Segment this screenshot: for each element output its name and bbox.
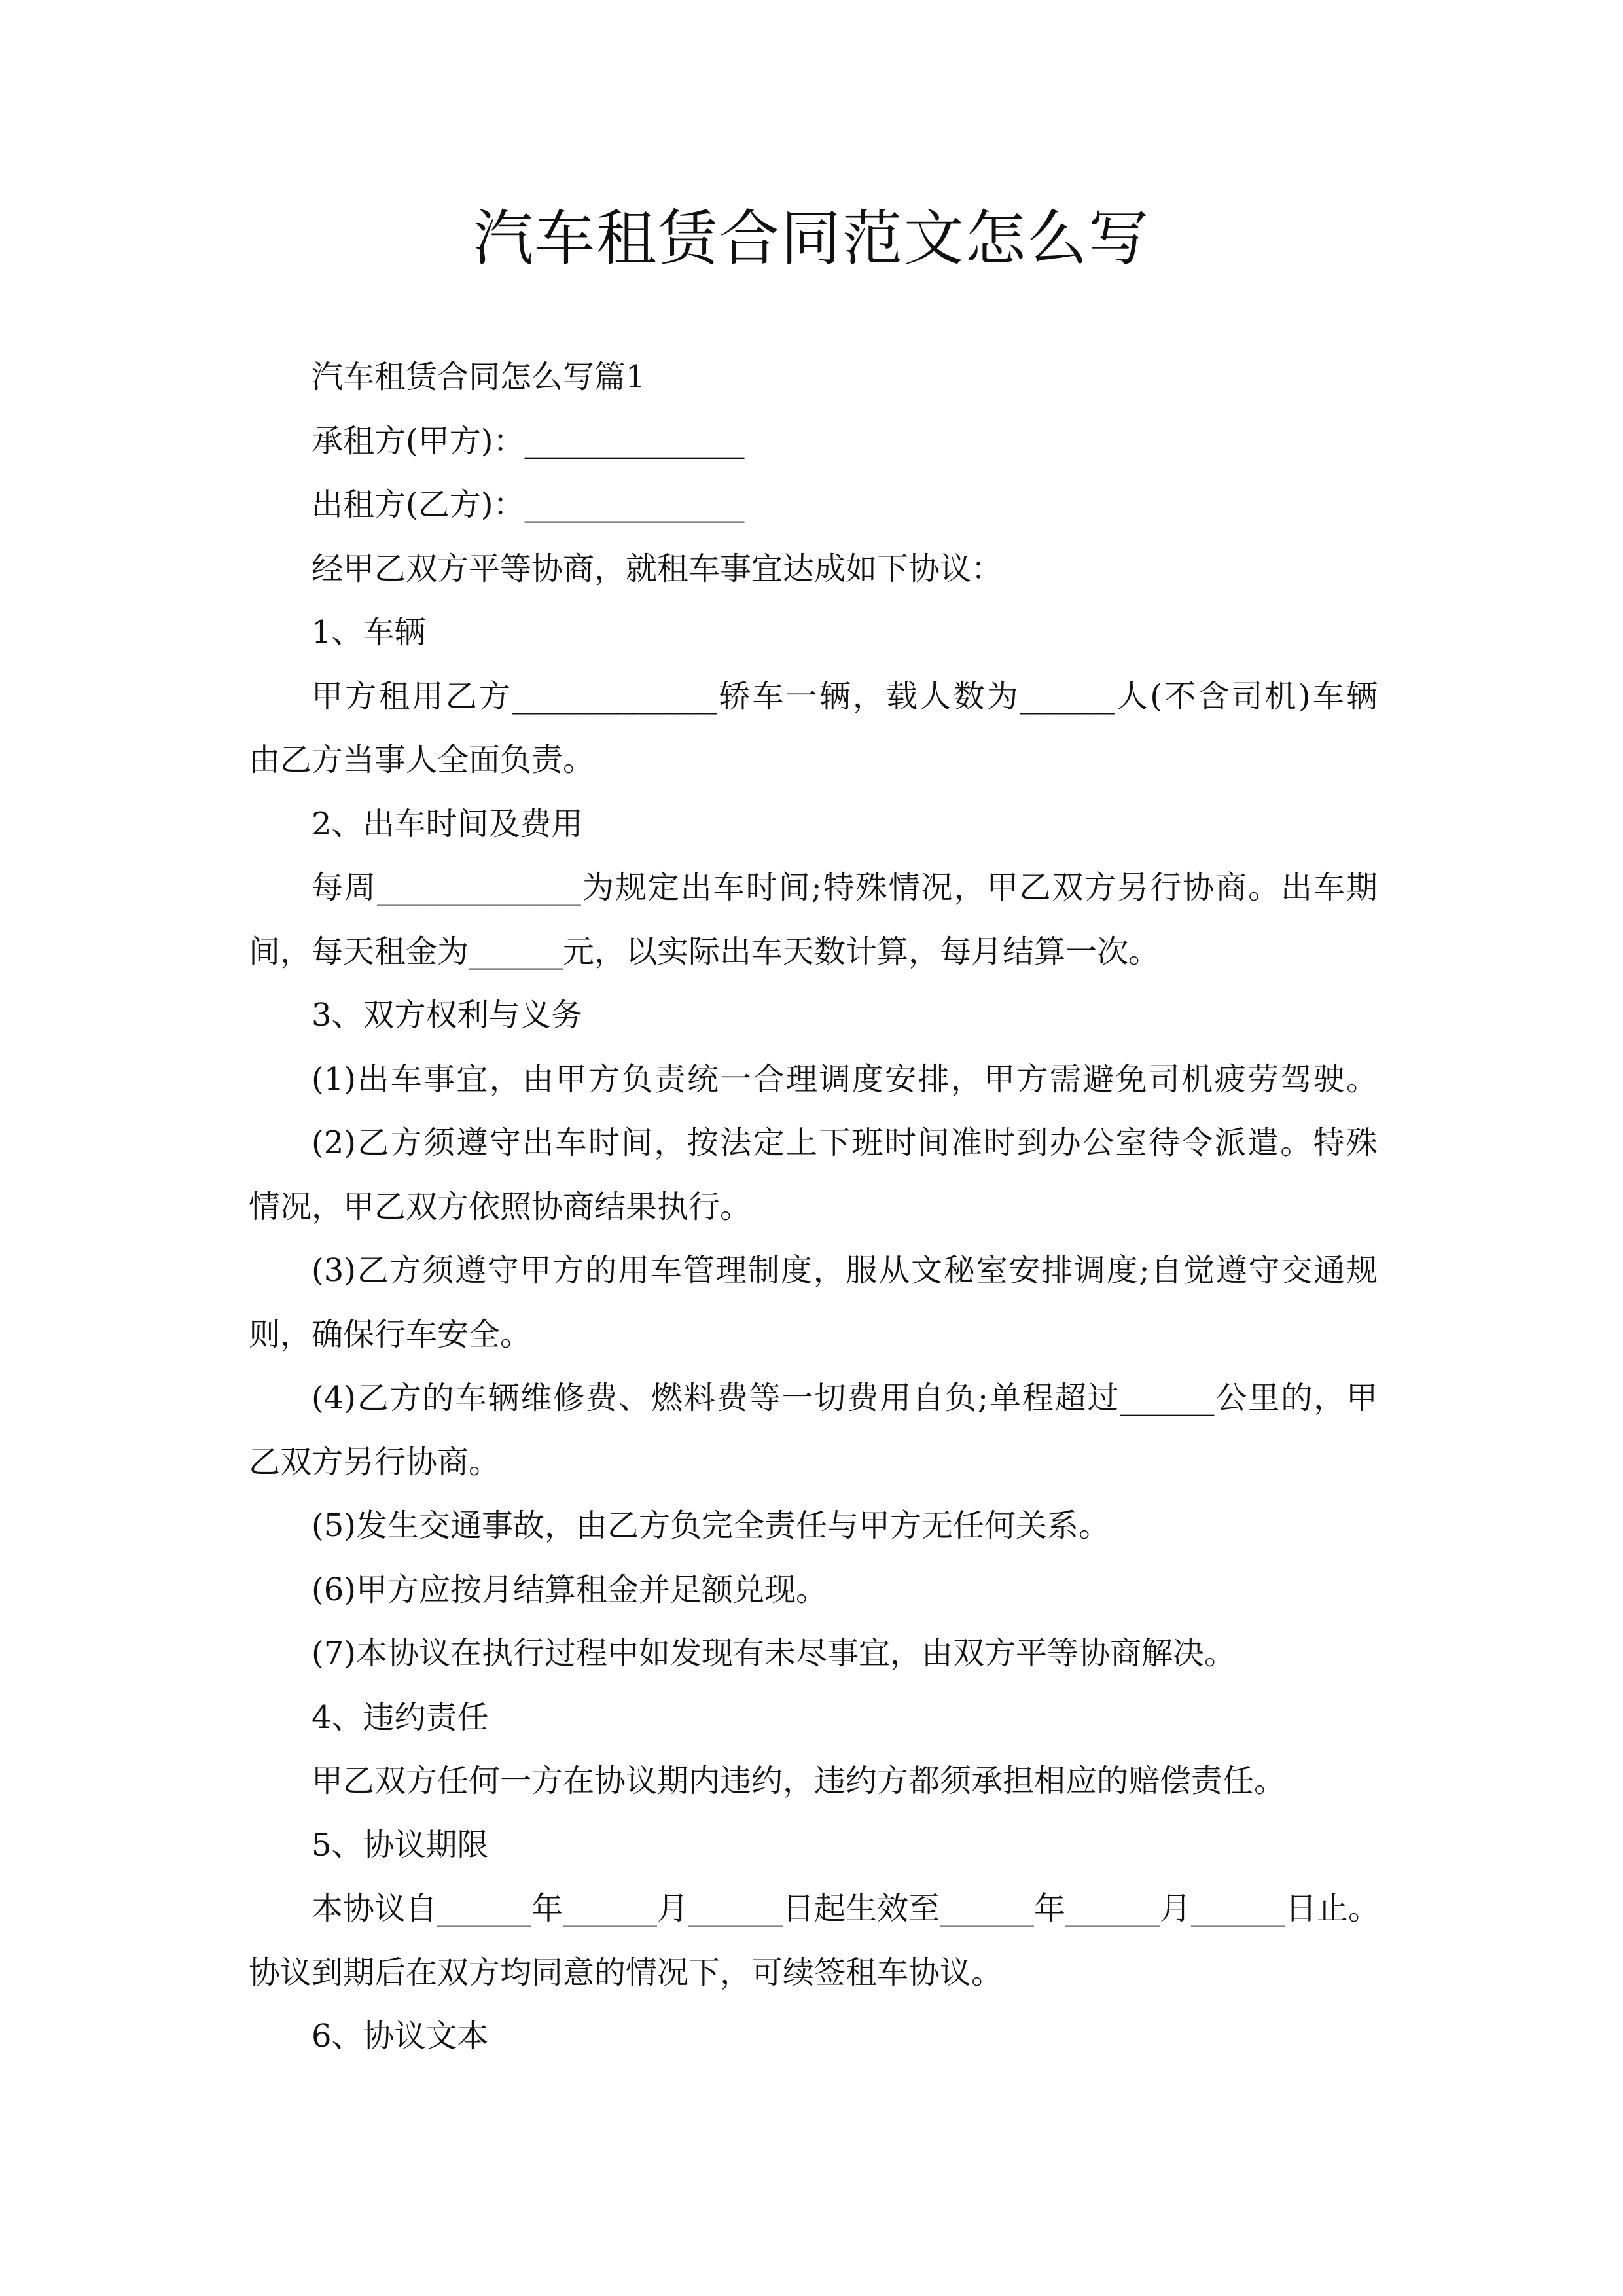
text-line: (3)乙方须遵守甲方的用车管理制度，服从文秘室安排调度;自觉遵守交通规 — [312, 1252, 1378, 1289]
text-line: (6)甲方应按月结算租金并足额兑现。 — [312, 1571, 827, 1608]
text-line: 本协议自______年______月______日起生效至______年______月______日止。 — [312, 1890, 1380, 1927]
text-line: 2、出车时间及费用 — [312, 805, 583, 842]
text-line: 出租方(乙方)：______________ — [312, 486, 745, 523]
text-line: (5)发生交通事故，由乙方负完全责任与甲方无任何关系。 — [312, 1507, 1110, 1544]
text-line: 甲方租用乙方_____________轿车一辆，载人数为______人(不含司机)车辆 — [312, 677, 1378, 715]
text-line: 3、双方权利与义务 — [312, 997, 583, 1033]
text-line: 5、协议期限 — [312, 1826, 489, 1863]
text-line: 甲乙双方任何一方在协议期内违约，违约方都须承担相应的赔偿责任。 — [312, 1763, 1286, 1799]
text-line: 由乙方当事人全面负责。 — [249, 742, 595, 778]
text-line: (4)乙方的车辆维修费、燃料费等一切费用自负;单程超过______公里的，甲 — [312, 1380, 1378, 1416]
text-line: 汽车租赁合同怎么写篇1 — [312, 359, 646, 395]
text-line: 情况，甲乙双方依照协商结果执行。 — [249, 1188, 752, 1225]
text-line: 4、违约责任 — [312, 1698, 489, 1736]
text-line: 6、协议文本 — [312, 2018, 489, 2054]
text-line: 1、车辆 — [312, 614, 426, 651]
text-line: 则，确保行车安全。 — [249, 1316, 532, 1353]
text-line: 乙双方另行协商。 — [249, 1443, 501, 1480]
document-body — [249, 346, 1378, 2069]
text-line: 间，每天租金为______元，以实际出车天数计算，每月结算一次。 — [249, 933, 1160, 970]
document-title: 汽车租赁合同范文怎么写 — [473, 204, 1150, 274]
text-line: 经甲乙双方平等协商，就租车事宜达成如下协议： — [312, 550, 1003, 587]
text-line: (1)出车事宜，由甲方负责统一合理调度安排，甲方需避免司机疲劳驾驶。 — [312, 1060, 1378, 1098]
text-line: (7)本协议在执行过程中如发现有未尽事宜，由双方平等协商解决。 — [312, 1635, 1236, 1672]
text-line: 协议到期后在双方均同意的情况下，可续签租车协议。 — [249, 1954, 1003, 1991]
text-line: 每周_____________为规定出车时间;特殊情况，甲乙双方另行协商。出车期 — [312, 869, 1378, 906]
text-line: (2)乙方须遵守出车时间，按法定上下班时间准时到办公室待令派遣。特殊 — [312, 1124, 1378, 1161]
text-line: 承租方(甲方)：______________ — [312, 422, 745, 459]
